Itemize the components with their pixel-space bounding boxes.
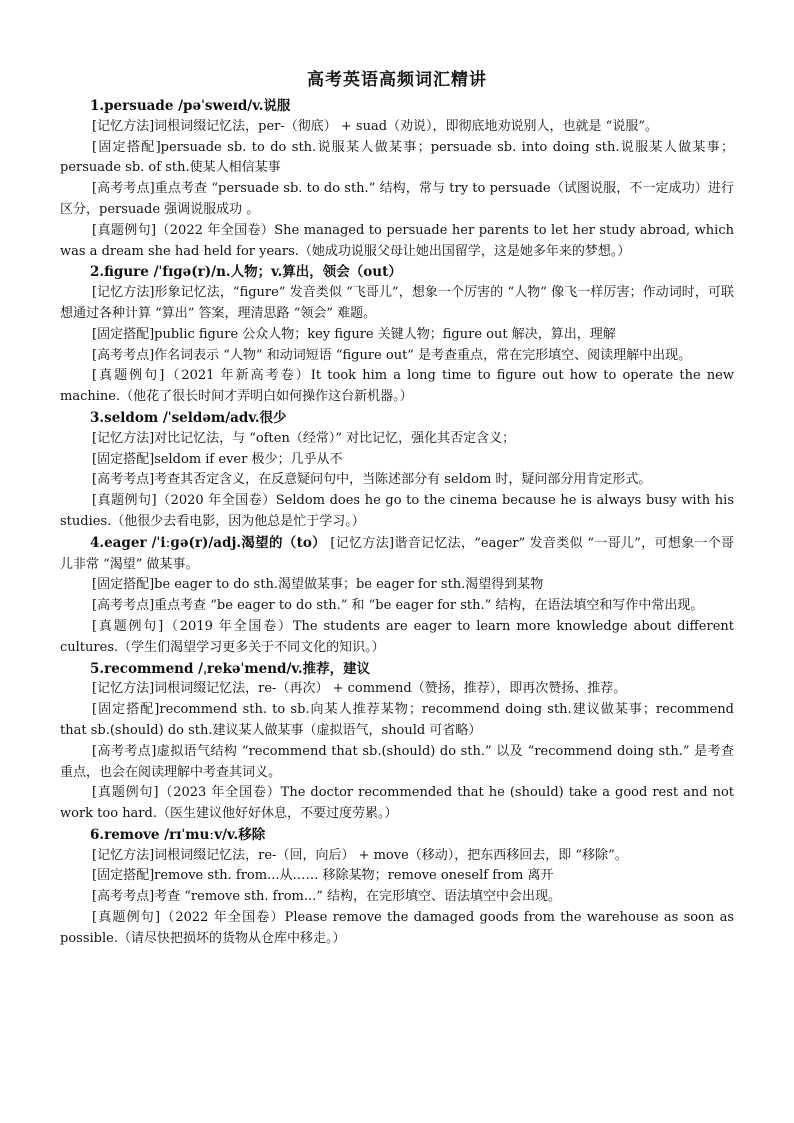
- entry-heading: 2.figure /ˈfɪɡə(r)/n.人物；v.算出，领会（out）: [90, 264, 402, 281]
- vocab-entry-seldom: [60, 408, 734, 533]
- exam-example: [真题例句]（2023 年全国卷）The doctor recommended that he (should) take a good rest and not work too hard.（医生建议他好好休息，不要过度劳累。）: [60, 785, 734, 822]
- entry-heading: 1.persuade /pəˈsweɪd/v.说服: [90, 98, 291, 114]
- exam-point: [高考考点]作名词表示 “人物” 和动词短语 “figure out” 是考查重点，常在完形填空、阅读理解中出现。: [92, 347, 692, 363]
- entry-heading: 6.remove /rɪˈmuːv/v.移除: [90, 826, 266, 843]
- fixed-collocation: [固定搭配]be eager to do sth.渴望做某事；be eager for sth.渴望得到某物: [92, 577, 544, 593]
- memory-method: [记忆方法]对比记忆法，与 “often（经常）” 对比记忆，强化其否定含义；: [92, 430, 516, 446]
- vocab-entry-figure: [60, 262, 734, 408]
- entry-heading-line: [60, 533, 734, 576]
- fixed-collocation: [固定搭配]persuade sb. to do sth.说服某人做某事；persuade sb. into doing sth.说服某人做某事；persuade sb. of sth.使某人相信某事: [60, 139, 734, 176]
- exam-point: [高考考点]重点考查 “be eager to do sth.” 和 “be eager for sth.” 结构，在语法填空和写作中常出现。: [92, 598, 704, 614]
- exam-example: [真题例句]（2021 年新高考卷）It took him a long time to figure out how to operate the new machine.（他花了很长时间才弄明白如何操作这台新机器。）: [60, 368, 734, 405]
- vocab-entry-eager: [60, 533, 734, 659]
- memory-method: [记忆方法]词根词缀记忆法，re-（再次） + commend（赞扬，推荐），即再次赞扬、推荐。: [92, 681, 627, 697]
- fixed-collocation: [固定搭配]seldom if ever 极少；几乎从不: [92, 451, 343, 467]
- exam-point: [高考考点]考查其否定含义，在反意疑问句中，当陈述部分有 seldom 时，疑问部分用肯定形式。: [92, 472, 652, 488]
- vocab-entry-persuade: [60, 96, 734, 262]
- exam-point: [高考考点]考查 “remove sth. from...” 结构，在完形填空、语法填空中会出现。: [92, 889, 562, 905]
- memory-method: [记忆方法]词根词缀记忆法，re-（回，向后） + move（移动），把东西移回去，即 “移除”。: [92, 847, 628, 863]
- fixed-collocation: [固定搭配]public figure 公众人物；key figure 关键人物；figure out 解决，算出，理解: [92, 326, 616, 342]
- memory-method: [记忆方法]谐音记忆法，“eager” 发音类似 “一哥儿”，可想象一个哥儿非常 “渴望” 做某事。: [60, 535, 735, 572]
- fixed-collocation: [固定搭配]recommend sth. to sb.向某人推荐某物；recommend doing sth.建议做某事；recommend that sb.(should) do sth.建议某人做某事（虚拟语气，should 可省略）: [60, 702, 734, 738]
- page-title: 高考英语高频词汇精讲: [307, 70, 487, 90]
- memory-method: [记忆方法]词根词缀记忆法，per-（彻底） + suad（劝说），即彻底地劝说别人，也就是 “说服”。: [92, 118, 658, 134]
- entry-heading: 4.eager /ˈiːɡə(r)/adj.渴望的（to）: [90, 534, 326, 551]
- fixed-collocation: [固定搭配]remove sth. from...从…… 移除某物；remove oneself from 离开: [92, 868, 554, 884]
- entry-heading: 3.seldom /ˈseldəm/adv.很少: [90, 409, 287, 426]
- exam-example: [真题例句]（2020 年全国卷）Seldom does he go to the cinema because he is always busy with his studies.（他很少去看电影，因为他总是忙于学习。）: [60, 493, 734, 529]
- exam-point: [高考考点]虚拟语气结构 “recommend that sb.(should) do sth.” 以及 “recommend doing sth.” 是考查重点，也会在阅读理解中考查其词义。: [60, 743, 734, 780]
- memory-method: [记忆方法]形象记忆法，“figure” 发音类似 “飞哥儿”，想象一个厉害的 “人物” 像飞一样厉害；作动词时，可联想通过各种计算 “算出” 答案，理清思路 “领会” 难题。: [60, 285, 734, 321]
- document-page: [60, 68, 734, 950]
- vocab-entry-remove: [60, 825, 734, 950]
- exam-example: [真题例句]（2022 年全国卷）Please remove the damaged goods from the warehouse as soon as possible.（请尽快把损坏的货物从仓库中移走。）: [60, 910, 734, 946]
- exam-example: [真题例句]（2019 年全国卷）The students are eager to learn more knowledge about different cultures.（学生们渴望学习更多关于不同文化的知识。）: [60, 618, 734, 655]
- exam-example: [真题例句]（2022 年全国卷）She managed to persuade her parents to let her study abroad, which was a dream she had held for years.（她成功说服父母让她出国留学，这是她多年来的梦想。）: [60, 222, 734, 259]
- entry-heading: 5.recommend /ˌrekəˈmend/v.推荐，建议: [90, 660, 371, 677]
- exam-point: [高考考点]重点考查 “persuade sb. to do sth.” 结构，常与 try to persuade（试图说服，不一定成功）进行区分，persuade 强调说服成功 。: [60, 181, 734, 217]
- vocab-entry-recommend: [60, 659, 734, 825]
